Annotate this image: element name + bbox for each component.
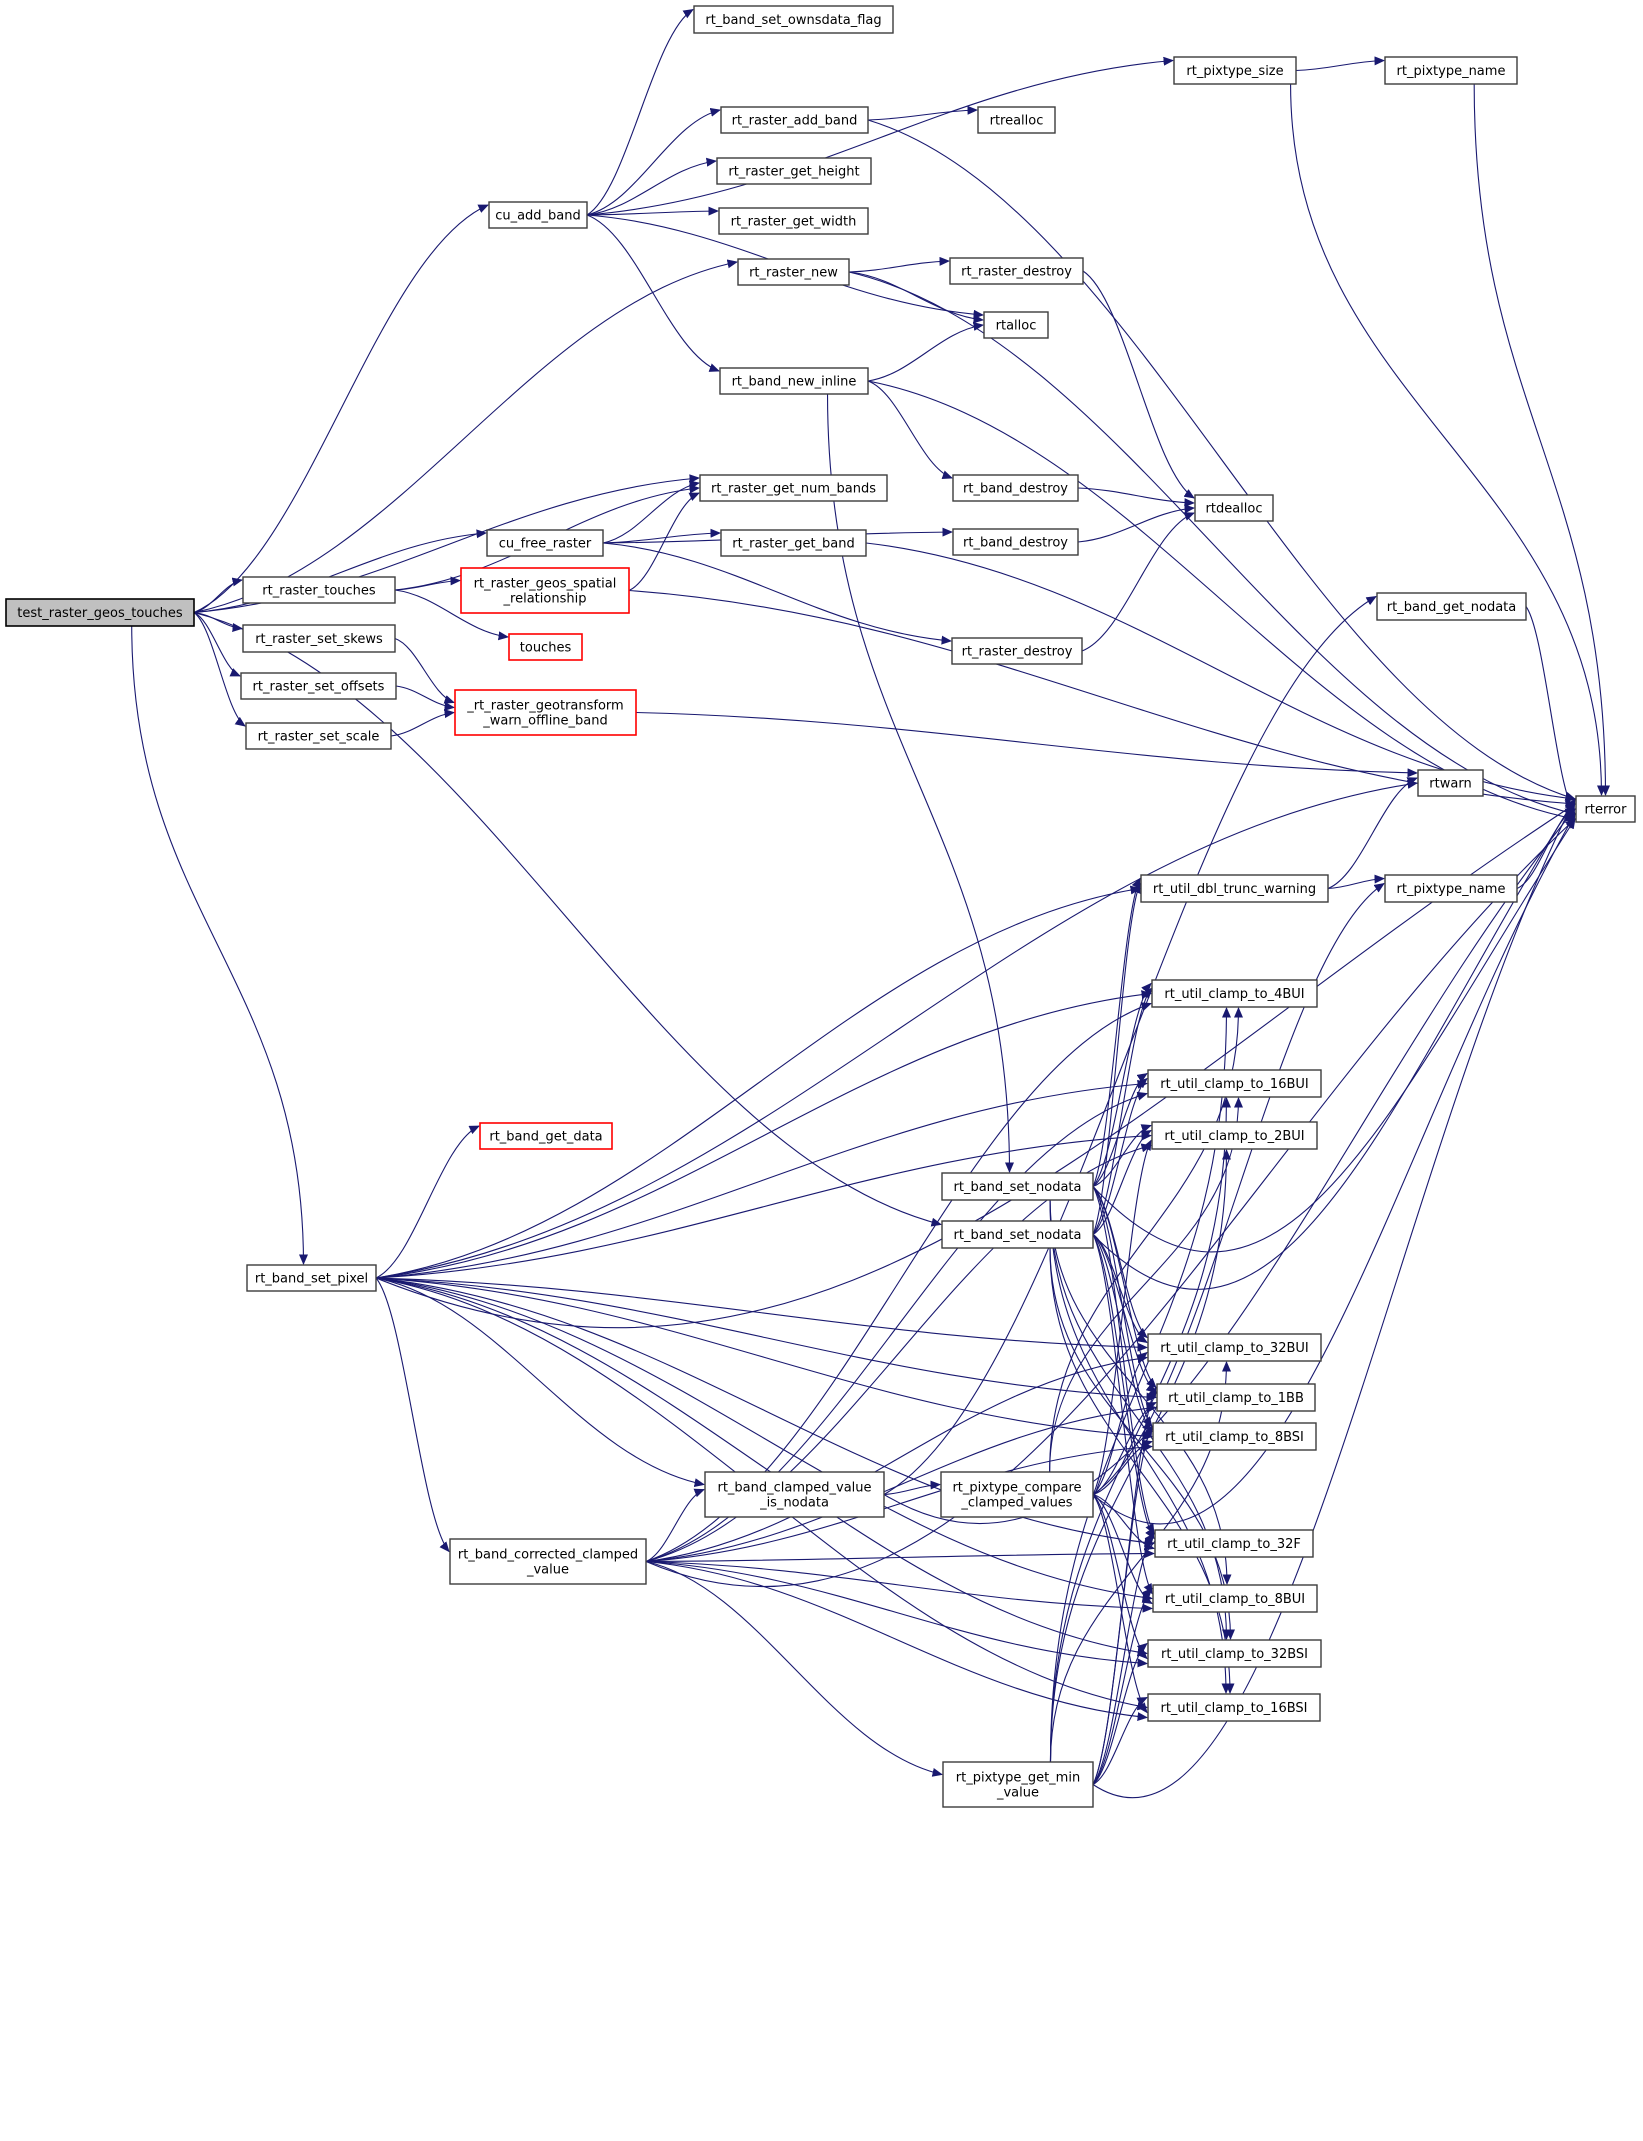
call-edge-cu_free_raster-to-get_num_bands bbox=[603, 483, 699, 543]
function-node-set_pixel[interactable] bbox=[247, 1265, 376, 1291]
call-edge-set_nodata_2-to-dbl_trunc bbox=[1093, 884, 1140, 1235]
edges-layer bbox=[132, 10, 1606, 1798]
function-node-rtalloc[interactable] bbox=[984, 312, 1048, 338]
call-edge-band_destroy_1-to-rtdealloc bbox=[1078, 488, 1194, 503]
function-node-label-line: cu_add_band bbox=[495, 208, 581, 224]
function-node-label-line: _clamped_values bbox=[961, 1495, 1073, 1511]
call-edge-get_min_value-to-c32bsi bbox=[1093, 1644, 1147, 1785]
call-edge-pixtype_name_top-to-rterror bbox=[1474, 84, 1605, 795]
function-node-label-line: test_raster_geos_touches bbox=[17, 606, 183, 621]
function-node-label-line: rt_band_set_pixel bbox=[254, 1271, 369, 1287]
function-node-label-rterror bbox=[1585, 803, 1628, 818]
function-node-cu_free_raster[interactable] bbox=[487, 530, 603, 556]
function-node-get_min_value[interactable] bbox=[943, 1762, 1093, 1807]
function-node-rtrealloc[interactable] bbox=[978, 107, 1055, 133]
function-node-pixtype_size[interactable] bbox=[1174, 57, 1296, 84]
function-node-label-add_band bbox=[732, 114, 858, 129]
function-node-label-line: rt_band_clamped_value bbox=[717, 1480, 872, 1496]
function-node-set_ownsdata[interactable] bbox=[694, 6, 893, 33]
function-node-label-line: rt_util_clamp_to_8BSI bbox=[1165, 1430, 1304, 1445]
function-node-touches[interactable] bbox=[509, 634, 582, 660]
call-edge-main-to-set_pixel bbox=[132, 626, 304, 1264]
function-node-label-line: rterror bbox=[1584, 802, 1627, 818]
call-edge-pixtype_size-to-rterror bbox=[1291, 84, 1602, 795]
function-node-label-line: rt_raster_touches bbox=[262, 583, 376, 599]
function-node-label-line: rt_pixtype_name bbox=[1396, 64, 1506, 79]
function-node-label-line: touches bbox=[519, 640, 572, 656]
function-node-label-line: rt_util_clamp_to_32BUI bbox=[1160, 1341, 1309, 1356]
function-node-main[interactable] bbox=[6, 599, 194, 626]
call-edge-set_pixel-to-dbl_trunc bbox=[376, 889, 1140, 1279]
function-node-dbl_trunc[interactable] bbox=[1141, 875, 1328, 902]
call-edge-main-to-set_scale bbox=[194, 613, 245, 727]
function-node-clamped_is_nodata[interactable] bbox=[705, 1472, 884, 1517]
function-node-rtwarn[interactable] bbox=[1418, 770, 1483, 796]
function-node-label-c4bui bbox=[1164, 987, 1304, 1002]
function-node-label-line: rt_band_set_nodata bbox=[953, 1180, 1082, 1195]
function-node-label-rtrealloc bbox=[990, 114, 1044, 129]
function-node-label-raster_touches bbox=[262, 584, 376, 599]
function-node-set_skews[interactable] bbox=[243, 625, 395, 652]
function-node-label-line: _is_nodata bbox=[760, 1495, 829, 1511]
function-node-c8bsi[interactable] bbox=[1153, 1423, 1316, 1450]
function-node-label-pixtype_name_top bbox=[1397, 64, 1506, 79]
function-node-c1bb[interactable] bbox=[1157, 1384, 1315, 1411]
function-node-label-line: rt_util_clamp_to_4BUI bbox=[1164, 987, 1305, 1002]
call-edge-geotransform_warn-to-rtwarn bbox=[636, 713, 1417, 774]
function-node-label-raster_destroy_top bbox=[961, 265, 1072, 280]
function-node-get_nodata[interactable] bbox=[1377, 593, 1526, 620]
function-node-c32f[interactable] bbox=[1155, 1530, 1313, 1557]
function-node-pixtype_name_2[interactable] bbox=[1385, 875, 1517, 902]
function-node-label-line: rtrealloc bbox=[989, 113, 1044, 129]
call-edge-corrected_clamped-to-c32f bbox=[646, 1554, 1154, 1562]
function-node-label-line: rt_raster_get_num_bands bbox=[711, 481, 876, 497]
function-node-label-line: rt_util_dbl_trunc_warning bbox=[1152, 882, 1317, 897]
function-node-geotransform_warn[interactable] bbox=[455, 690, 636, 735]
function-node-label-band_destroy_1 bbox=[963, 482, 1068, 497]
call-edge-set_pixel-to-c1bb bbox=[376, 1278, 1156, 1398]
function-node-label-cu_add_band bbox=[495, 209, 581, 224]
function-node-label-line: rt_raster_new bbox=[749, 265, 838, 281]
function-node-label-rtdealloc bbox=[1206, 502, 1263, 517]
function-node-label-line: rt_band_corrected_clamped bbox=[457, 1547, 639, 1563]
function-node-label-c8bui bbox=[1165, 1592, 1305, 1607]
function-node-label-c32bui bbox=[1160, 1341, 1309, 1356]
call-edge-set_nodata_1-to-c32bsi bbox=[1050, 1200, 1226, 1639]
function-node-raster_touches[interactable] bbox=[243, 577, 395, 603]
function-node-c2bui[interactable] bbox=[1152, 1122, 1317, 1149]
function-node-label-band_destroy_2 bbox=[963, 536, 1068, 551]
function-node-label-line: _warn_offline_band bbox=[483, 713, 608, 729]
function-node-label-line: rt_band_get_data bbox=[489, 1129, 603, 1145]
call-edge-set_skews-to-geotransform_warn bbox=[395, 639, 454, 703]
function-node-label-line: rt_pixtype_get_min bbox=[955, 1770, 1081, 1786]
function-node-label-line: rt_util_clamp_to_16BUI bbox=[1160, 1077, 1309, 1092]
function-node-label-c16bsi bbox=[1160, 1701, 1307, 1716]
function-node-label-line: rt_raster_add_band bbox=[731, 113, 858, 129]
function-node-label-line: rt_band_destroy bbox=[963, 535, 1068, 551]
function-node-label-touches bbox=[520, 641, 572, 656]
function-node-label-c1bb bbox=[1168, 1391, 1304, 1406]
call-edge-raster_destroy_top-to-rtdealloc bbox=[1083, 271, 1194, 498]
function-node-band_new_inline[interactable] bbox=[720, 368, 868, 394]
function-node-c32bui[interactable] bbox=[1148, 1334, 1321, 1361]
function-node-label-line: rtwarn bbox=[1429, 776, 1472, 792]
function-node-pixtype_name_top[interactable] bbox=[1385, 57, 1517, 84]
function-node-set_scale[interactable] bbox=[246, 723, 391, 749]
function-node-label-get_data bbox=[489, 1130, 602, 1145]
function-node-label-line: rtalloc bbox=[995, 318, 1037, 334]
function-node-rterror[interactable] bbox=[1576, 796, 1635, 822]
nodes-layer bbox=[6, 6, 1635, 1807]
function-node-label-get_height bbox=[728, 165, 859, 180]
call-edge-geos_spatial-to-get_num_bands bbox=[629, 493, 699, 591]
function-node-compare_clamped[interactable] bbox=[941, 1472, 1093, 1517]
call-edge-pixtype_name_2-to-rterror bbox=[1517, 809, 1575, 889]
function-node-label-line: _rt_raster_geotransform bbox=[467, 698, 624, 714]
call-edge-raster_destroy_low-to-rtdealloc bbox=[1082, 513, 1194, 651]
function-node-label-raster_new bbox=[749, 266, 838, 281]
function-node-label-line: rt_raster_get_width bbox=[730, 214, 857, 230]
function-node-label-c2bui bbox=[1164, 1129, 1304, 1144]
function-node-raster_new[interactable] bbox=[738, 259, 849, 285]
call-edge-set_scale-to-geotransform_warn bbox=[391, 713, 454, 737]
function-node-label-line: rt_band_new_inline bbox=[731, 374, 857, 390]
call-edge-set_nodata_2-to-c32bui bbox=[1093, 1235, 1147, 1343]
function-node-geos_spatial[interactable] bbox=[461, 568, 629, 613]
function-node-label-line: rt_band_destroy bbox=[963, 481, 1068, 497]
function-node-get_num_bands[interactable] bbox=[700, 475, 887, 501]
function-node-label-raster_get_band bbox=[732, 537, 855, 552]
function-node-label-line: _value bbox=[526, 1562, 570, 1578]
call-edge-set_pixel-to-c2bui bbox=[376, 1136, 1151, 1279]
function-node-label-band_new_inline bbox=[732, 375, 857, 390]
function-node-label-dbl_trunc bbox=[1153, 882, 1316, 897]
function-node-raster_destroy_low[interactable] bbox=[952, 638, 1082, 664]
function-node-get_data[interactable] bbox=[480, 1123, 612, 1149]
call-edge-corrected_clamped-to-c32bsi bbox=[646, 1562, 1147, 1664]
call-edge-band_new_inline-to-set_nodata_1 bbox=[828, 394, 1010, 1172]
function-node-label-line: rt_raster_destroy bbox=[961, 264, 1072, 280]
function-node-label-rtwarn bbox=[1429, 777, 1471, 792]
function-node-label-line: cu_free_raster bbox=[498, 536, 592, 552]
function-node-add_band[interactable] bbox=[721, 107, 868, 133]
function-node-label-set_pixel bbox=[255, 1272, 368, 1287]
function-node-label-get_num_bands bbox=[711, 482, 876, 497]
function-node-label-line: rt_pixtype_compare bbox=[952, 1480, 1082, 1496]
call-edge-clamped_is_nodata-to-rterror bbox=[884, 809, 1575, 1524]
function-node-label-set_offsets bbox=[253, 680, 385, 695]
call-edge-corrected_clamped-to-c8bui bbox=[646, 1562, 1152, 1609]
function-node-label-line: rt_raster_get_band bbox=[732, 536, 855, 552]
call-edge-corrected_clamped-to-get_min_value bbox=[646, 1562, 942, 1775]
call-edge-cu_add_band-to-add_band bbox=[587, 110, 720, 215]
call-edge-set_pixel-to-c8bsi bbox=[376, 1278, 1152, 1437]
function-node-label-pixtype_size bbox=[1186, 64, 1283, 79]
function-node-band_destroy_2[interactable] bbox=[953, 529, 1078, 555]
function-node-label-line: rt_util_clamp_to_16BSI bbox=[1160, 1701, 1308, 1716]
function-node-label-line: rt_pixtype_name bbox=[1396, 882, 1506, 897]
call-edge-main-to-set_offsets bbox=[194, 613, 240, 677]
function-node-label-line: rt_band_get_nodata bbox=[1386, 600, 1517, 615]
function-node-label-raster_destroy_low bbox=[962, 645, 1073, 660]
function-node-set_nodata_1[interactable] bbox=[942, 1173, 1093, 1200]
function-node-label-line: rt_util_clamp_to_2BUI bbox=[1164, 1129, 1305, 1144]
function-node-label-line: rt_raster_set_skews bbox=[255, 632, 383, 647]
call-edge-corrected_clamped-to-c32bui bbox=[646, 1358, 1147, 1562]
function-node-label-set_skews bbox=[255, 632, 383, 647]
function-node-set_offsets[interactable] bbox=[241, 673, 396, 699]
function-node-label-set_scale bbox=[258, 730, 380, 745]
function-node-label-c16bui bbox=[1160, 1077, 1309, 1092]
function-node-band_destroy_1[interactable] bbox=[953, 475, 1078, 501]
function-node-label-line: _value bbox=[996, 1785, 1040, 1801]
call-edge-set_pixel-to-corrected_clamped bbox=[376, 1278, 449, 1552]
function-node-label-line: rt_raster_get_height bbox=[728, 164, 860, 180]
function-node-label-set_ownsdata bbox=[705, 13, 881, 28]
function-node-get_width[interactable] bbox=[719, 208, 868, 234]
function-node-label-line: rt_util_clamp_to_32BSI bbox=[1160, 1647, 1309, 1662]
function-node-label-line: rt_raster_destroy bbox=[961, 644, 1073, 660]
function-node-label-line: _relationship bbox=[503, 591, 587, 607]
function-node-label-line: rt_band_set_ownsdata_flag bbox=[705, 13, 882, 28]
function-node-cu_add_band[interactable] bbox=[489, 202, 587, 228]
function-node-corrected_clamped[interactable] bbox=[450, 1539, 646, 1584]
call-edge-set_nodata_1-to-c2bui bbox=[1093, 1126, 1151, 1187]
function-node-label-rtalloc bbox=[996, 319, 1037, 334]
call-edge-raster_new-to-raster_destroy_top bbox=[849, 261, 949, 272]
function-node-label-get_width bbox=[731, 215, 857, 230]
call-edge-cu_add_band-to-set_ownsdata bbox=[587, 10, 693, 216]
function-node-label-line: rt_util_clamp_to_8BUI bbox=[1164, 1592, 1306, 1607]
function-node-c16bui[interactable] bbox=[1148, 1070, 1321, 1097]
function-node-label-line: rt_util_clamp_to_1BB bbox=[1168, 1391, 1304, 1406]
function-node-label-line: rt_raster_geos_spatial bbox=[473, 576, 617, 592]
function-node-label-get_nodata bbox=[1387, 600, 1516, 615]
call-edge-band_new_inline-to-band_destroy_1 bbox=[868, 381, 952, 478]
function-node-label-cu_free_raster bbox=[499, 537, 592, 552]
function-node-label-line: rt_band_set_nodata bbox=[953, 1228, 1082, 1243]
call-edge-main-to-cu_add_band bbox=[194, 205, 488, 613]
function-node-label-line: rtdealloc bbox=[1205, 501, 1263, 517]
call-edge-pixtype_size-to-pixtype_name_top bbox=[1296, 61, 1384, 71]
function-node-c32bsi[interactable] bbox=[1148, 1640, 1321, 1667]
function-node-label-c32f bbox=[1167, 1537, 1301, 1552]
function-node-c8bui[interactable] bbox=[1153, 1585, 1317, 1612]
call-edge-cu_add_band-to-pixtype_size bbox=[587, 61, 1173, 216]
function-node-raster_destroy_top[interactable] bbox=[950, 258, 1083, 284]
function-node-label-line: rt_util_clamp_to_32F bbox=[1167, 1537, 1301, 1552]
call-edge-band_new_inline-to-rtalloc bbox=[868, 325, 983, 381]
call-edge-cu_add_band-to-band_new_inline bbox=[587, 215, 719, 371]
call-edge-dbl_trunc-to-rtwarn bbox=[1328, 778, 1417, 889]
function-node-label-c8bsi bbox=[1165, 1430, 1304, 1445]
function-node-set_nodata_2[interactable] bbox=[942, 1221, 1093, 1248]
call-edge-set_nodata_2-to-rterror bbox=[1093, 799, 1575, 1289]
function-node-label-geotransform_warn bbox=[466, 699, 623, 729]
function-node-c16bsi[interactable] bbox=[1148, 1694, 1320, 1721]
call-edge-set_pixel-to-clamped_is_nodata bbox=[376, 1278, 704, 1485]
function-node-label-set_nodata_1 bbox=[954, 1180, 1082, 1195]
function-node-c4bui[interactable] bbox=[1152, 980, 1317, 1007]
function-node-label-pixtype_name_2 bbox=[1397, 882, 1506, 897]
function-node-label-c32bsi bbox=[1161, 1647, 1308, 1662]
call-edge-add_band-to-rterror bbox=[868, 120, 1575, 799]
function-node-label-line: rt_raster_set_offsets bbox=[252, 679, 385, 695]
function-node-label-main bbox=[17, 606, 183, 621]
call-edge-main-to-raster_new bbox=[194, 262, 737, 613]
call-edge-add_band-to-rtrealloc bbox=[868, 110, 977, 120]
function-node-label-compare_clamped bbox=[952, 1481, 1081, 1511]
function-node-raster_get_band[interactable] bbox=[721, 530, 866, 556]
function-node-label-line: rt_raster_set_scale bbox=[257, 729, 380, 745]
function-node-get_height[interactable] bbox=[717, 158, 871, 184]
function-node-label-set_nodata_2 bbox=[954, 1228, 1082, 1243]
call-edge-set_pixel-to-rtwarn bbox=[376, 783, 1417, 1278]
function-node-label-line: rt_pixtype_size bbox=[1186, 64, 1284, 79]
call-edge-raster_get_band-to-rterror bbox=[866, 543, 1575, 799]
function-node-rtdealloc[interactable] bbox=[1195, 495, 1273, 521]
